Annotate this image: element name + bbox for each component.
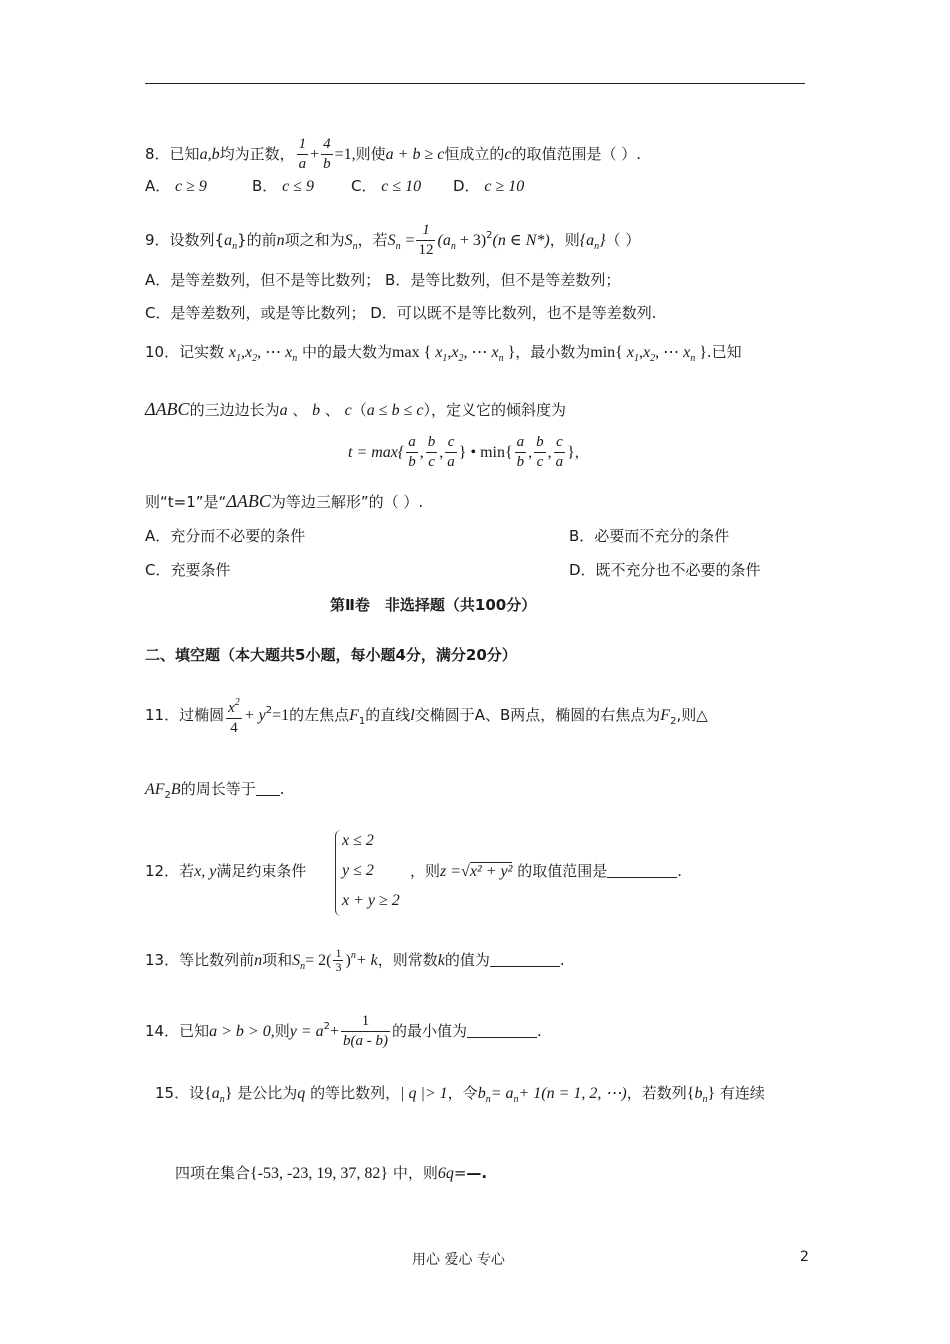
q11-answer-blank[interactable] bbox=[256, 781, 280, 796]
q10-option-b: B．必要而不充分的条件 bbox=[569, 527, 730, 545]
q10-max: max bbox=[392, 344, 420, 361]
q9-number: 9． bbox=[145, 231, 170, 249]
q10-text: 的三边边长为 bbox=[189, 401, 280, 419]
q9-var-s: S bbox=[387, 232, 396, 249]
question-11: 11．过椭圆 $\frac{x^2}{4}$ + $y^2=1$的左焦点$F_1$的直线l交椭圆于A、B两点，椭圆的右焦点为$F_2$,则△ bbox=[145, 692, 708, 741]
q9-var-a: a bbox=[224, 232, 233, 249]
q11-text: 交椭圆于A、B两点，椭圆的右焦点为 bbox=[414, 706, 661, 724]
q9-text: 设数列{ bbox=[169, 231, 225, 249]
q15-line-2: 四项在集合{-53, -23, 19, 37, 82} 中，则6q=—. bbox=[175, 1164, 488, 1182]
q15-definition: + 1(n = 1, 2, ⋯) bbox=[518, 1085, 627, 1102]
q8-frac-4-over-b: $\frac{4}{b}$ bbox=[323, 136, 331, 172]
page-number: 2 bbox=[800, 1249, 809, 1265]
q14-answer-blank[interactable] bbox=[467, 1023, 537, 1038]
q13-text: 项和 bbox=[262, 951, 293, 969]
q9-var-n: n bbox=[276, 232, 285, 249]
q8-option-a: A． c ≥ 9 bbox=[145, 177, 207, 195]
q11-line-l: l bbox=[410, 707, 415, 724]
q8-option-b: B． c ≤ 9 bbox=[252, 177, 314, 195]
q10-option-a: A．充分而不必要的条件 bbox=[145, 527, 306, 545]
section-2-title: 第Ⅱ卷 非选择题（共100分） bbox=[330, 596, 537, 614]
q11-text: 的左焦点 bbox=[289, 706, 350, 724]
q15-abs-q: | q |> 1 bbox=[400, 1085, 448, 1102]
q11-text: 过椭圆 bbox=[179, 706, 225, 724]
q12-constraint-3: x + y ≥ 2 bbox=[342, 892, 400, 909]
q11-text: ,则△ bbox=[676, 706, 708, 724]
q11-frac-x2-over-4: $\frac{x^2}{4}$ bbox=[226, 693, 242, 738]
q12-constraint-1: x ≤ 2 bbox=[342, 832, 374, 849]
q10-text: 中的最大数为 bbox=[302, 343, 393, 361]
q8-option-d: D． c ≥ 10 bbox=[453, 177, 525, 195]
q13-var-s: S bbox=[292, 952, 301, 969]
q8-text: 的取值范围是（ ）. bbox=[511, 145, 642, 163]
q14-text: 已知 bbox=[179, 1022, 210, 1040]
q10-text: ，最小数为 bbox=[515, 343, 591, 361]
q9-options-cd: C．是等差数列，或是等比数列； D．可以既不是等比数列，也不是等差数列. bbox=[145, 304, 657, 322]
q10-min: min bbox=[590, 344, 616, 361]
q11-number: 11． bbox=[145, 706, 180, 724]
q9-set: {a bbox=[579, 232, 595, 249]
q8-inequality: a + b ≥ c bbox=[385, 146, 445, 163]
q8-var-ab: a,b bbox=[199, 146, 220, 163]
q13-answer-blank[interactable] bbox=[490, 952, 560, 967]
q9-expression: (a bbox=[437, 232, 451, 249]
q12-vars: x, y bbox=[194, 863, 217, 880]
q8-number: 8． bbox=[145, 145, 170, 163]
q15-6q: 6q bbox=[437, 1165, 454, 1182]
header-rule bbox=[145, 83, 805, 84]
q8-text: 恒成立的 bbox=[444, 145, 505, 163]
q11-line-2: $AF_2B$的周长等于 . bbox=[145, 780, 285, 801]
q12-answer-blank[interactable] bbox=[607, 863, 677, 878]
q11-triangle: AF bbox=[145, 781, 165, 798]
q8-frac-1-over-a: $\frac{1}{a}$ bbox=[298, 136, 307, 172]
q10-triangle: ΔABC bbox=[145, 399, 190, 419]
q15-number: 15． bbox=[155, 1084, 190, 1102]
q10-number: 10． bbox=[145, 343, 180, 361]
q11-f2: F bbox=[660, 707, 671, 724]
q9-var-s: S bbox=[344, 232, 353, 249]
q9-text: ，若 bbox=[357, 231, 388, 249]
q10-question: 则“t=1”是“ΔABC为等边三解形”的（ ）. bbox=[145, 491, 424, 511]
q8-text: 均为正数， bbox=[219, 145, 295, 163]
question-12 bbox=[145, 861, 306, 882]
q10-option-c: C．充要条件 bbox=[145, 561, 231, 579]
question-14: 14．已知a > b > 0,则$y = a^2+$ $\frac{1}{b(a - b)}$ 的最小值为 . bbox=[145, 1013, 542, 1049]
q11-text: 的直线 bbox=[365, 706, 411, 724]
q11-f1: F bbox=[349, 707, 359, 724]
q10-option-d: D．既不充分也不必要的条件 bbox=[569, 561, 761, 579]
q13-frac-1-over-3: $\frac{1}{3}$ bbox=[335, 946, 342, 974]
q10-text: 记实数 bbox=[179, 343, 225, 361]
q9-condition: (n ∈ N*) bbox=[492, 232, 550, 249]
q14-expression: y = a bbox=[289, 1023, 324, 1040]
q10-line-2: ΔABC的三边边长为a 、 b 、 c（a ≤ b ≤ c），定义它的倾斜度为 bbox=[145, 399, 566, 419]
question-15: 15．设$\{a_n\}$ 是公比为q 的等比数列，| q |> 1，令$b_n= a_n+ 1(n = 1$, 2, ⋯)，若数列$\{b_n\}$ 有连续 bbox=[155, 1084, 765, 1105]
question-8: 8．已知a,b均为正数， $\frac{1}{a}$ + $\frac{4}{b}$ =1,则使a + b ≥ c恒成立的c的取值范围是（ ）. bbox=[145, 136, 642, 172]
q12-number: 12． bbox=[145, 862, 180, 880]
q14-number: 14． bbox=[145, 1022, 180, 1040]
q15-set: -53, -23, 19, 37, 82 bbox=[257, 1165, 381, 1182]
q9-frac-1-over-12: $\frac{1}{12}$ bbox=[418, 222, 434, 258]
question-9: 9．设数列$\{a_n\}$的前n项之和为$S_n$，若$S_n$ = $\frac{1}{12}$ $(a_n + 3)^2(n$ ∈ N*)，则$\{a_n\}$（ ） bbox=[145, 222, 641, 258]
q8-option-c: C． c ≤ 10 bbox=[351, 177, 422, 195]
q12-z: z = bbox=[440, 863, 462, 880]
q9-text: ，则 bbox=[549, 231, 580, 249]
q14-frac: $\frac{1}{b(a - b)}$ bbox=[343, 1013, 389, 1049]
fill-in-header: 二、填空题（本大题共5小题，每小题4分，满分20分） bbox=[145, 646, 517, 664]
q13-text: ，则常数 bbox=[377, 951, 438, 969]
question-13: 13．等比数列前n项和$S_n= 2$( $\frac{1}{3}$ )$^n$+ k，则常数k的值为 . bbox=[145, 946, 565, 974]
q12-root: x² + y² bbox=[469, 863, 513, 880]
q10-condition: a ≤ b ≤ c bbox=[366, 402, 424, 419]
q9-text: }的前 bbox=[237, 231, 277, 249]
q9-text: 项之和为 bbox=[284, 231, 345, 249]
q12-constraint-2: y ≤ 2 bbox=[342, 862, 374, 879]
q8-text: 已知 bbox=[169, 145, 200, 163]
q13-text: 等比数列前 bbox=[179, 951, 255, 969]
q13-number: 13． bbox=[145, 951, 180, 969]
q9-paren: （ ） bbox=[605, 231, 641, 249]
q10-text: .已知 bbox=[706, 343, 742, 361]
q12-tail: ，则z =√x² + y² 的取值范围是 . bbox=[410, 862, 682, 880]
q8-equals: =1, bbox=[334, 146, 356, 163]
q12-text: 满足约束条件 bbox=[216, 862, 307, 880]
q10-var-x: x bbox=[228, 344, 236, 361]
q8-var-c: c bbox=[504, 146, 512, 163]
question-10: 10．记实数 $x_1,x_2$, ⋯ $x_n$ 中的最大数为max { $x_1,x_2$, ⋯ $x_n$ }，最小数为min{ $x_1,x_2$, ⋯ $x_n$ }.已知 bbox=[145, 343, 742, 364]
q14-condition: a > b > 0, bbox=[209, 1023, 275, 1040]
q8-text: 则使 bbox=[355, 145, 386, 163]
q10-formula: t = max{ $\frac{a}{b}$ , $\frac{b}{c}$ , $\frac{c}{a}$ } • min{ $\frac{a}{b}$ , $\frac{b}{c}$ , $\frac{c}{a}$ }, bbox=[348, 434, 579, 470]
q10-text: ，定义它的倾斜度为 bbox=[430, 401, 566, 419]
q12-text: 若 bbox=[179, 862, 195, 880]
q9-options-ab: A．是等差数列，但不是等比数列； B．是等比数列，但不是等差数列； bbox=[145, 271, 621, 289]
footer-motto: 用心 爱心 专心 bbox=[412, 1252, 505, 1268]
